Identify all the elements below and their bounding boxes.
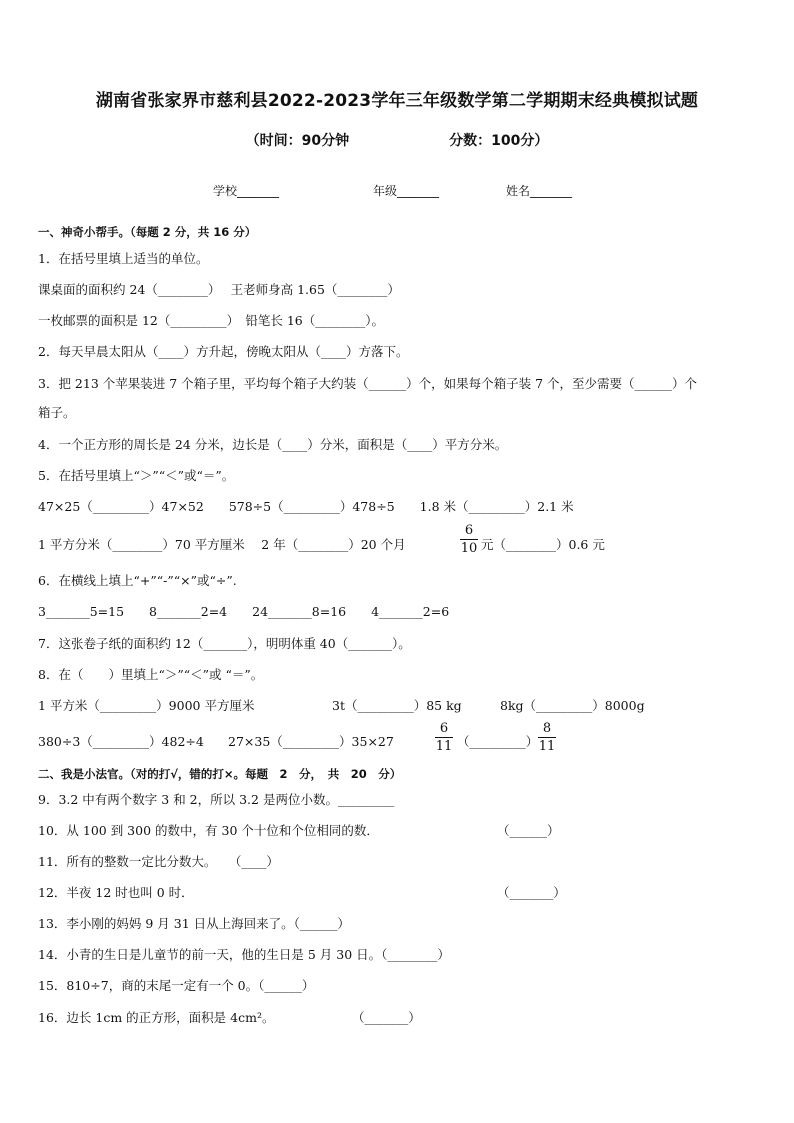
question-5-row-2-a: 1 平方分米（________）70 平方厘米 2 年（________）20 个月 bbox=[38, 537, 406, 552]
fraction-numerator: 6 bbox=[439, 721, 449, 736]
fraction-bar bbox=[538, 737, 556, 738]
question-9: 9．3.2 中有两个数字 3 和 2，所以 3.2 是两位小数。_________ bbox=[38, 792, 395, 807]
question-8-row-1-b: 3t（_________）85 kg bbox=[332, 698, 462, 713]
exam-subtitle bbox=[0, 130, 794, 150]
fraction-bar bbox=[460, 539, 478, 540]
fraction-6-10 bbox=[458, 523, 480, 556]
question-3-cont: 箱子。 bbox=[38, 405, 76, 420]
question-3: 3．把 213 个苹果装进 7 个箱子里，平均每个箱子大约装（______）个，如果每个箱子装 7 个，至少需要（______）个 bbox=[38, 376, 698, 391]
question-10-blank[interactable]: （______） bbox=[497, 823, 560, 838]
grade-field[interactable]: 年级_______ bbox=[373, 184, 440, 198]
question-6-row: 3_______5=15 8_______2=4 24_______8=16 4_______2=6 bbox=[38, 604, 450, 619]
question-8-row-2-b: 27×35（_________）35×27 bbox=[228, 734, 394, 749]
question-14: 14．小青的生日是儿童节的前一天，他的生日是 5 月 30 日。（________） bbox=[38, 947, 450, 962]
question-11: 11．所有的整数一定比分数大。 （____） bbox=[38, 854, 279, 869]
exam-title: 湖南省张家界市慈利县2022-2023学年三年级数学第二学期期末经典模拟试题 bbox=[95, 91, 699, 111]
question-10: 10．从 100 到 300 的数中，有 30 个十位和个位相同的数． bbox=[38, 823, 379, 838]
question-8-row-2-c: （_________） bbox=[457, 734, 539, 749]
question-16-blank[interactable]: （_______） bbox=[352, 1010, 421, 1025]
question-8: 8．在（ ）里填上“＞”“＜”或 “＝”。 bbox=[38, 667, 264, 682]
question-2: 2．每天早晨太阳从（____）方升起，傍晚太阳从（____）方落下。 bbox=[38, 344, 409, 359]
fraction-numerator: 6 bbox=[464, 523, 474, 538]
question-12: 12．半夜 12 时也叫 0 时． bbox=[38, 885, 194, 900]
question-5-row-1: 47×25（_________）47×52 578÷5（_________）478÷5 1.8 米（_________）2.1 米 bbox=[38, 499, 574, 514]
question-6: 6．在横线上填上“+”“-”“×”或“÷”. bbox=[38, 573, 237, 588]
fraction-6-11 bbox=[433, 721, 455, 754]
question-4: 4．一个正方形的周长是 24 分米，边长是（____）分米，面积是（____）平方分米。 bbox=[38, 437, 508, 452]
name-field[interactable]: 姓名_______ bbox=[506, 184, 573, 198]
fraction-denominator: 10 bbox=[460, 541, 478, 556]
total-score: 分数：100分） bbox=[449, 133, 549, 149]
question-16: 16．边长 1cm 的正方形，面积是 4cm²。 bbox=[38, 1010, 275, 1025]
question-1-part-a: 课桌面的面积约 24（________） 王老师身高 1.65（________） bbox=[38, 282, 400, 297]
question-13: 13．李小刚的妈妈 9 月 31 日从上海回来了。（______） bbox=[38, 916, 350, 931]
section-1-heading: 一、神奇小帮手。（每题 2 分，共 16 分） bbox=[38, 225, 257, 239]
question-8-row-2-a: 380÷3（_________）482÷4 bbox=[38, 734, 204, 749]
fraction-numerator: 8 bbox=[542, 721, 552, 736]
question-1-part-b: 一枚邮票的面积是 12（_________） 铅笔长 16（________）。 bbox=[38, 313, 385, 328]
time-limit: （时间：90分钟 bbox=[245, 133, 350, 149]
question-7: 7．这张卷子纸的面积约 12（_______），明明体重 40（_______）。 bbox=[38, 636, 411, 651]
question-5: 5．在括号里填上“＞”“＜”或“＝”。 bbox=[38, 468, 235, 483]
question-8-row-1-a: 1 平方米（_________）9000 平方厘米 bbox=[38, 698, 255, 713]
section-2-heading: 二、我是小法官。（对的打√，错的打×。每题 2 分， 共 20 分） bbox=[38, 767, 402, 781]
question-12-blank[interactable]: （_______） bbox=[497, 885, 566, 900]
fraction-denominator: 11 bbox=[435, 739, 453, 754]
school-field[interactable]: 学校_______ bbox=[213, 184, 280, 198]
question-8-row-1-c: 8kg（_________）8000g bbox=[500, 698, 645, 713]
fraction-8-11 bbox=[536, 721, 558, 754]
fraction-denominator: 11 bbox=[538, 739, 556, 754]
question-5-row-2-b: 元（________）0.6 元 bbox=[481, 537, 605, 552]
question-15: 15．810÷7，商的末尾一定有一个 0。（______） bbox=[38, 978, 315, 993]
fraction-bar bbox=[435, 737, 453, 738]
question-1: 1．在括号里填上适当的单位。 bbox=[38, 251, 209, 266]
